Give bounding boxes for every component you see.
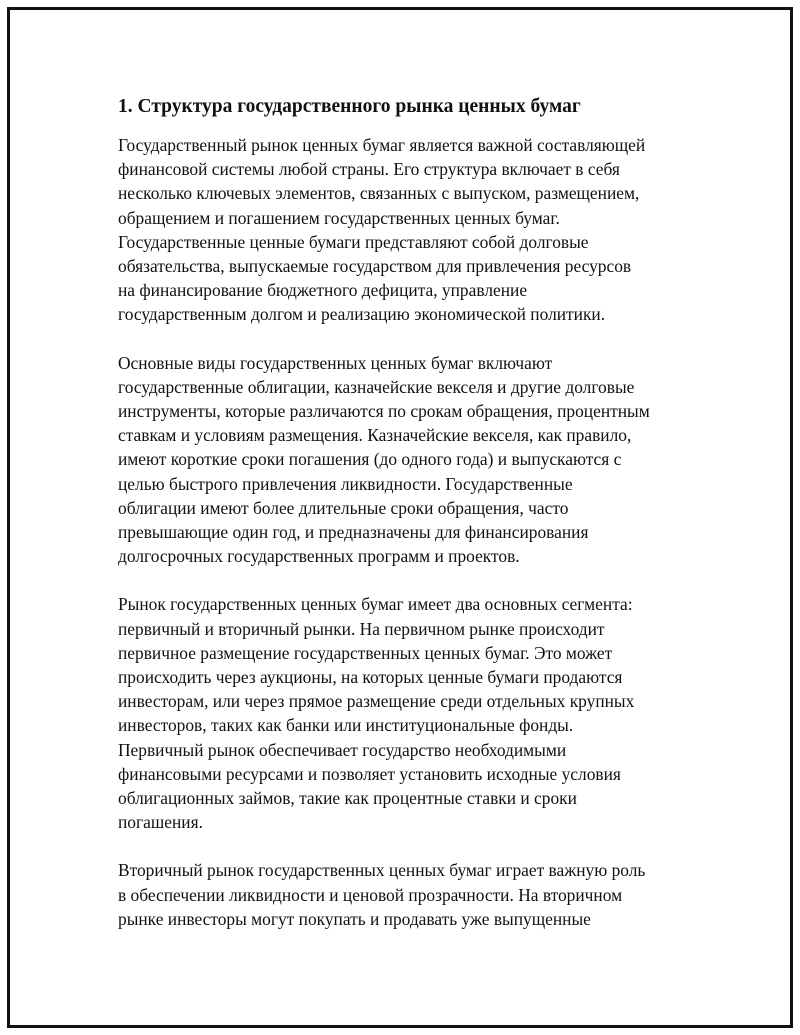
- paragraph-line: долгосрочных государственных программ и проектов.: [118, 546, 520, 567]
- paragraph-line: государственным долгом и реализацию экономической политики.: [118, 304, 606, 325]
- paragraph-line: в обеспечении ликвидности и ценовой прозрачности. На вторичном: [118, 884, 623, 905]
- paragraph-line: Государственный рынок ценных бумаг является важной составляющей: [118, 135, 646, 155]
- paragraph-line: Основные виды государственных ценных бумаг включают: [118, 352, 553, 373]
- paragraph-line: Государственные ценные бумаги представляют собой долговые: [118, 231, 589, 252]
- paragraph-line: на финансирование бюджетного дефицита, управление: [118, 280, 528, 301]
- paragraph-line: происходить через аукционы, на которых ценные бумаги продаются: [118, 667, 623, 688]
- paragraph-line: целью быстрого привлечения ликвидности. Государственные: [118, 473, 573, 494]
- paragraph-line: государственные облигации, казначейские векселя и другие долговые: [118, 376, 635, 397]
- paragraph-2: [118, 351, 698, 569]
- paragraph-line: первичный и вторичный рынки. На первичном рынке происходит: [118, 618, 605, 639]
- paragraph-line: имеют короткие сроки погашения (до одного года) и выпускаются с: [118, 449, 622, 470]
- paragraph-line: обязательства, выпускаемые государством для привлечения ресурсов: [118, 256, 632, 277]
- paragraph-line: первичное размещение государственных ценных бумаг. Это может: [118, 642, 613, 663]
- paragraph-line: финансовыми ресурсами и позволяет установить исходные условия: [118, 763, 621, 784]
- paragraph-line: рынке инвесторы могут покупать и продавать уже выпущенные: [118, 908, 591, 929]
- paragraph-line: погашения.: [118, 812, 203, 833]
- paragraph-3: [118, 592, 698, 834]
- paragraph-line: Вторичный рынок государственных ценных бумаг играет важную роль: [118, 860, 646, 881]
- paragraph-line: облигации имеют более длительные сроки обращения, часто: [118, 497, 569, 518]
- paragraph-line: превышающие один год, и предназначены для финансирования: [118, 522, 589, 543]
- paragraph-line: ставкам и условиям размещения. Казначейские векселя, как правило,: [118, 425, 632, 446]
- paragraph-line: финансовой системы любой страны. Его структура включает в себя: [118, 159, 620, 180]
- section-heading: 1. Структура государственного рынка ценных бумаг: [118, 96, 581, 117]
- paragraph-line: инвесторов, таких как банки или институциональные фонды.: [118, 715, 574, 736]
- document-body: [118, 93, 698, 955]
- paragraph-line: инвесторам, или через прямое размещение среди отдельных крупных: [118, 691, 635, 712]
- paragraph-1: [118, 133, 698, 327]
- paragraph-line: обращением и погашением государственных ценных бумаг.: [118, 207, 560, 228]
- paragraph-line: несколько ключевых элементов, связанных с выпуском, размещением,: [118, 183, 640, 204]
- paragraph-line: инструменты, которые различаются по срокам обращения, процентным: [118, 401, 650, 422]
- paragraph-line: облигационных займов, такие как процентные ставки и сроки: [118, 788, 577, 809]
- paragraph-4: [118, 858, 698, 931]
- paragraph-line: Рынок государственных ценных бумаг имеет два основных сегмента:: [118, 594, 633, 615]
- paragraph-line: Первичный рынок обеспечивает государство необходимыми: [118, 739, 567, 760]
